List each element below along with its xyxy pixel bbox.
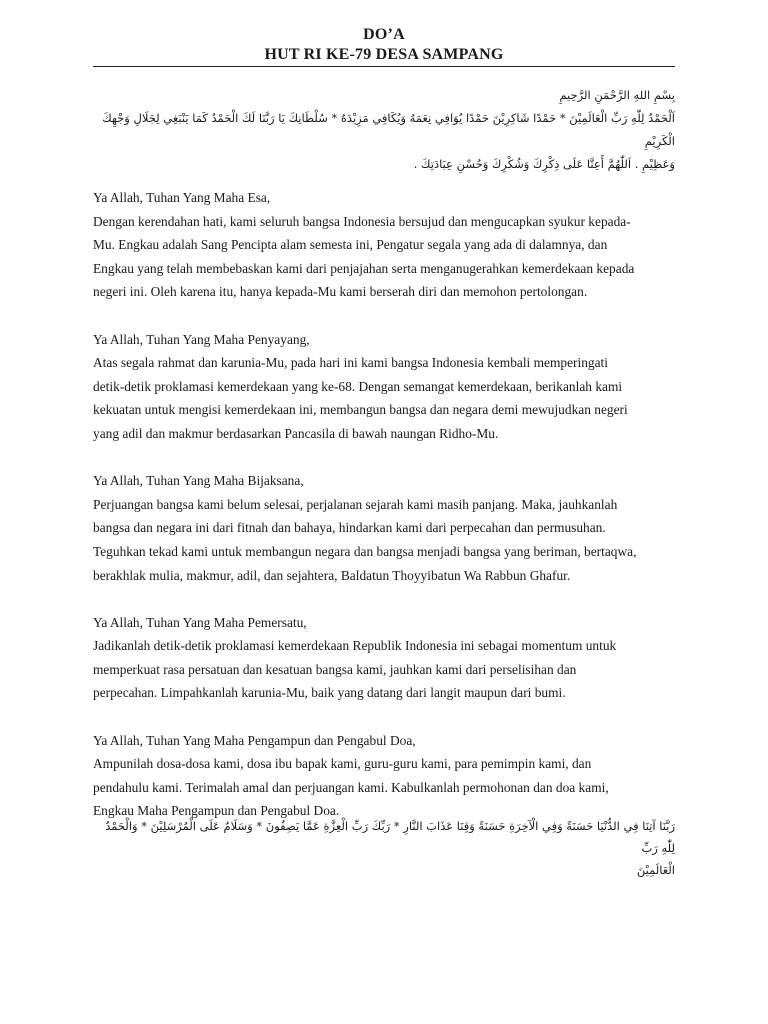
paragraph-heading: Ya Allah, Tuhan Yang Maha Pemersatu, — [93, 614, 307, 630]
paragraph-line: detik-detik proklamasi kemerdekaan yang ke-68. Dengan semangat kemerdekaan, berikanlah kami — [93, 378, 623, 394]
paragraph-line: Perjuangan bangsa kami belum selesai, perjalanan sejarah kami masih panjang. Maka, jauhkanlah — [93, 496, 618, 512]
paragraph-line: negeri ini. Oleh karena itu, hanya kepada-Mu kami berserah diri dan memohon pertolongan. — [93, 284, 588, 300]
paragraph-line: perpecahan. Limpahkanlah karunia-Mu, baik yang datang dari langit maupun dari bumi. — [93, 685, 566, 701]
title-line-event: HUT RI KE-79 DESA SAMPANG — [264, 46, 504, 63]
title-line-doa: DO’A — [363, 26, 405, 43]
paragraph-heading: Ya Allah, Tuhan Yang Maha Penyayang, — [93, 331, 310, 347]
prayer-paragraph-pengampun — [93, 729, 683, 823]
paragraph-line: Dengan kerendahan hati, kami seluruh bangsa Indonesia bersujud dan mengucapkan syukur kepada- — [93, 213, 631, 229]
paragraph-line: Teguhkan tekad kami untuk membangun negara dan bangsa menjadi bangsa yang beriman, bertaqwa, — [93, 543, 637, 559]
prayer-body — [93, 186, 683, 847]
paragraph-line: Jadikanlah detik-detik proklamasi kemerdekaan Republik Indonesia ini sebagai momentum untuk — [93, 638, 617, 654]
paragraph-heading: Ya Allah, Tuhan Yang Maha Esa, — [93, 190, 271, 205]
paragraph-line: kekuatan untuk mengisi kemerdekaan ini, membangun bangsa dan negara demi mewujudkan negeri — [93, 402, 628, 418]
paragraph-line: pendahulu kami. Terimalah amal dan perjuangan kami. Kabulkanlah permohonan dan doa kami, — [93, 779, 609, 795]
arabic-opening-line-2: وَعَظِيْمِ . اَللّٰهُمَّ أَعِنَّا عَلَى ذِكْرِكَ وَشُكْرِكَ وَحُسْنِ عِبَادَتِكَ . — [413, 157, 675, 171]
arabic-closing-line-2: الْعَالَمِيْنَ — [636, 863, 675, 877]
paragraph-heading: Ya Allah, Tuhan Yang Maha Pengampun dan Pengabul Doa, — [93, 732, 416, 748]
paragraph-line: bangsa dan negara ini dari fitnah dan bahaya, hindarkan kami dari perpecahan dan permusuhan. — [93, 520, 606, 536]
prayer-paragraph-bijaksana — [93, 469, 683, 587]
arabic-opening-prayer — [93, 84, 675, 176]
prayer-paragraph-esa — [93, 186, 683, 304]
paragraph-line: memperkuat rasa persatuan dan kesatuan bangsa kami, jauhkan kami dari perselisihan dan — [93, 661, 577, 677]
paragraph-line: Engkau Maha Pengampun dan Pengabul Doa. — [93, 803, 340, 819]
arabic-opening-line-1: اَلْحَمْدُ لِلّٰهِ رَبِّ الْعَالَمِيْنَ * حَمْدًا شَاكِرِيْنَ حَمْدًا يُوَافِي نِعَمَهُ وَيُكَافِي مَزِيْدَهُ * سُلْطَانِكَ يَا رَبَّنَا لَكَ الْحَمْدُ كَمَا يَنْبَغِي لِجَلَالِ وَجْهِكَ الْكَرِيْمِ — [102, 111, 675, 148]
arabic-closing-prayer — [93, 815, 675, 881]
paragraph-line: Engkau yang telah membebaskan kami dari penjajahan serta menganugerahkan kemerdekaan kepada — [93, 260, 635, 276]
document-title — [0, 25, 768, 65]
paragraph-line: yang adil dan makmur berdasarkan Pancasila di bawah naungan Ridho-Mu. — [93, 425, 499, 441]
paragraph-line: berakhlak mulia, makmur, adil, dan sejahtera, Baldatun Thoyyibatun Wa Rabbun Ghafur. — [93, 567, 571, 583]
arabic-closing-line-1: رَبَّنَا آتِنَا فِي الدُّنْيَا حَسَنَةً وَفِي الْآخِرَةِ حَسَنَةً وَقِنَا عَذَابَ النَّارِ * رَبِّكَ رَبِّ الْعِزَّةِ عَمَّا يَصِفُونَ * وَسَلَامٌ عَلَى الْمُرْسَلِيْنَ * وَالْحَمْدُ لِلّٰهِ رَبِّ — [105, 819, 675, 855]
prayer-paragraph-pemersatu — [93, 611, 683, 705]
title-divider — [93, 66, 675, 67]
basmalah: بِسْمِ اللهِ الرَّحْمَنِ الرَّحِيمِ — [559, 88, 675, 102]
prayer-paragraph-penyayang — [93, 328, 683, 446]
paragraph-line: Ampunilah dosa-dosa kami, dosa ibu bapak kami, guru-guru kami, para pemimpin kami, dan — [93, 756, 592, 772]
paragraph-line: Atas segala rahmat dan karunia-Mu, pada hari ini kami bangsa Indonesia kembali memperingati — [93, 355, 608, 371]
paragraph-line: Mu. Engkau adalah Sang Pencipta alam semesta ini, Pengatur segala yang ada di dalamnya, dan — [93, 237, 608, 253]
paragraph-heading: Ya Allah, Tuhan Yang Maha Bijaksana, — [93, 473, 304, 489]
